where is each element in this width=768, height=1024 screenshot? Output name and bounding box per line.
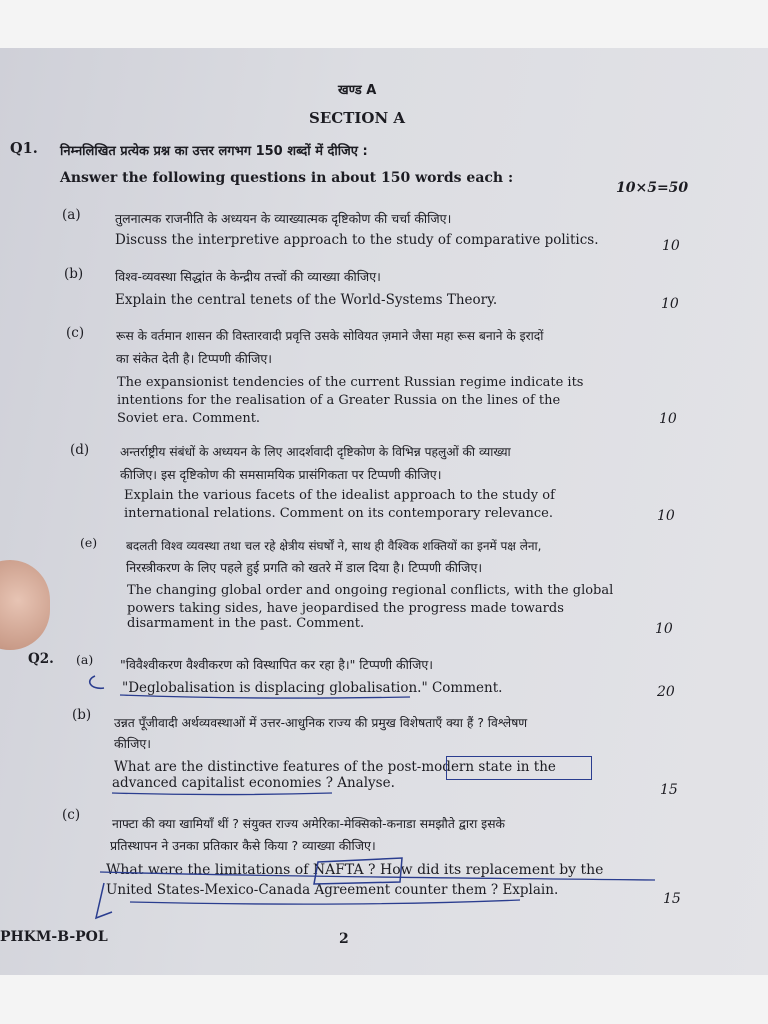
q1-a-label: (a) [62,207,81,223]
q1-d-text-line1: Explain the various facets of the idealist approach to the study of [124,488,555,503]
q2-c-hindi-line2: प्रतिस्थापन ने उनका प्रतिकार कैसे किया ? व्याख्या कीजिए। [110,838,376,853]
q1-instruction: Answer the following questions in about 150 words each : [60,170,514,186]
q2-c-label: (c) [62,807,81,823]
pen-underline-usmca [130,900,520,904]
q1-d-hindi-line2: कीजिए। इस दृष्टिकोण की समसामयिक प्रासंगिकता पर टिप्पणी कीजिए। [120,467,442,482]
paper-code: PHKM-B-POL [0,929,108,945]
q1-a-hindi: तुलनात्मक राजनीति के अध्ययन के व्याख्यात्मक दृष्टिकोण की चर्चा कीजिए। [115,211,452,226]
q1-d-label: (d) [70,442,90,458]
q1-e-hindi-line1: बदलती विश्व व्यवस्था तथा चल रहे क्षेत्रीय संघर्षों ने, साथ ही वैश्विक शक्तियों का इनमें पक्ष लेना, [126,539,542,553]
q2-b-text-line1: What are the distinctive features of the post-modern state in the [114,759,556,775]
q1-e-text-line2: powers taking sides, have jeopardised the progress made towards [127,601,564,616]
q2-b-label: (b) [72,707,92,723]
q2-a-marks: 20 [657,684,675,700]
q1-b-marks: 10 [661,296,679,312]
q1-d-hindi-line1: अन्तर्राष्ट्रीय संबंधों के अध्ययन के लिए आदर्शवादी दृष्टिकोण के विभिन्न पहलुओं की व्याख्या [120,445,511,459]
q2-a-hindi: "विवैश्वीकरण वैश्वीकरण को विस्थापित कर रहा है।" टिप्पणी कीजिए। [120,657,434,672]
q1-e-text-line3: disarmament in the past. Comment. [127,616,365,631]
q1-e-marks: 10 [655,621,673,637]
q2-c-text-line1: What were the limitations of NAFTA ? How did its replacement by the [106,862,604,878]
q2-a-text: "Deglobalisation is displacing globalisation." Comment. [122,680,503,696]
section-heading-hindi: खण्ड A [338,83,377,98]
q2-c-hindi-line1: नाफ्टा की क्या खामियाँ थीं ? संयुक्त राज्य अमेरिका-मेक्सिको-कनाडा समझौते द्वारा इसके [112,817,505,831]
q1-c-text-line1: The expansionist tendencies of the current Russian regime indicate its [117,375,584,390]
q2-number: Q2. [28,651,54,667]
q1-e-label: (e) [80,535,98,550]
q1-e-hindi-line2: निरस्त्रीकरण के लिए पहले हुई प्रगति को खतरे में डाल दिया है। टिप्पणी कीजिए। [126,560,483,575]
q1-c-hindi-line2: का संकेत देती है। टिप्पणी कीजिए। [116,351,273,366]
pen-mark-q2a [90,676,104,688]
q1-d-text-line2: international relations. Comment on its contemporary relevance. [124,506,553,521]
q1-instruction-hindi: निम्नलिखित प्रत्येक प्रश्न का उत्तर लगभग 150 शब्दों में दीजिए : [60,144,368,159]
page-number: 2 [339,931,349,947]
q1-c-text-line2: intentions for the realisation of a Greater Russia on the lines of the [117,393,561,408]
q1-c-marks: 10 [659,411,677,427]
q2-c-text-line2: United States-Mexico-Canada Agreement counter them ? Explain. [106,882,559,898]
q1-b-hindi: विश्व-व्यवस्था सिद्धांत के केन्द्रीय तत्त्वों की व्याख्या कीजिए। [115,269,381,284]
pen-underline-advanced-capitalist [112,793,332,795]
q1-number: Q1. [10,140,38,157]
pen-box-post-modern-state [446,756,592,780]
q2-c-marks: 15 [663,891,681,907]
q1-b-text: Explain the central tenets of the World-Systems Theory. [115,292,498,308]
q1-c-hindi-line1: रूस के वर्तमान शासन की विस्तारवादी प्रवृत्ति उसके सोवियत ज़माने जैसा महा रूस बनाने के इरादों [116,329,544,343]
pen-underline-deglobalisation [120,695,410,698]
q2-a-label: (a) [76,652,94,667]
q1-b-label: (b) [64,266,84,282]
section-heading: SECTION A [309,109,406,127]
q1-a-marks: 10 [662,238,680,254]
pen-line-over-question [100,872,655,880]
q1-c-text-line3: Soviet era. Comment. [117,411,261,426]
pen-box-nafta [314,858,402,884]
q2-b-hindi-line1: उन्नत पूँजीवादी अर्थव्यवस्थाओं में उत्तर-आधुनिक राज्य की प्रमुख विशेषताएँ क्या हैं ? विश्लेषण [114,716,528,730]
q2-b-marks: 15 [660,782,678,798]
q2-b-hindi-line2: कीजिए। [114,736,152,751]
q2-b-text-line2: advanced capitalist economies ? Analyse. [112,775,395,791]
q1-c-label: (c) [66,325,85,341]
q1-total-marks: 10×5=50 [616,180,689,196]
pen-bracket-q2c [96,883,112,918]
q1-e-text-line1: The changing global order and ongoing regional conflicts, with the global [127,583,614,598]
q1-a-text: Discuss the interpretive approach to the study of comparative politics. [115,232,599,248]
q1-d-marks: 10 [657,508,675,524]
